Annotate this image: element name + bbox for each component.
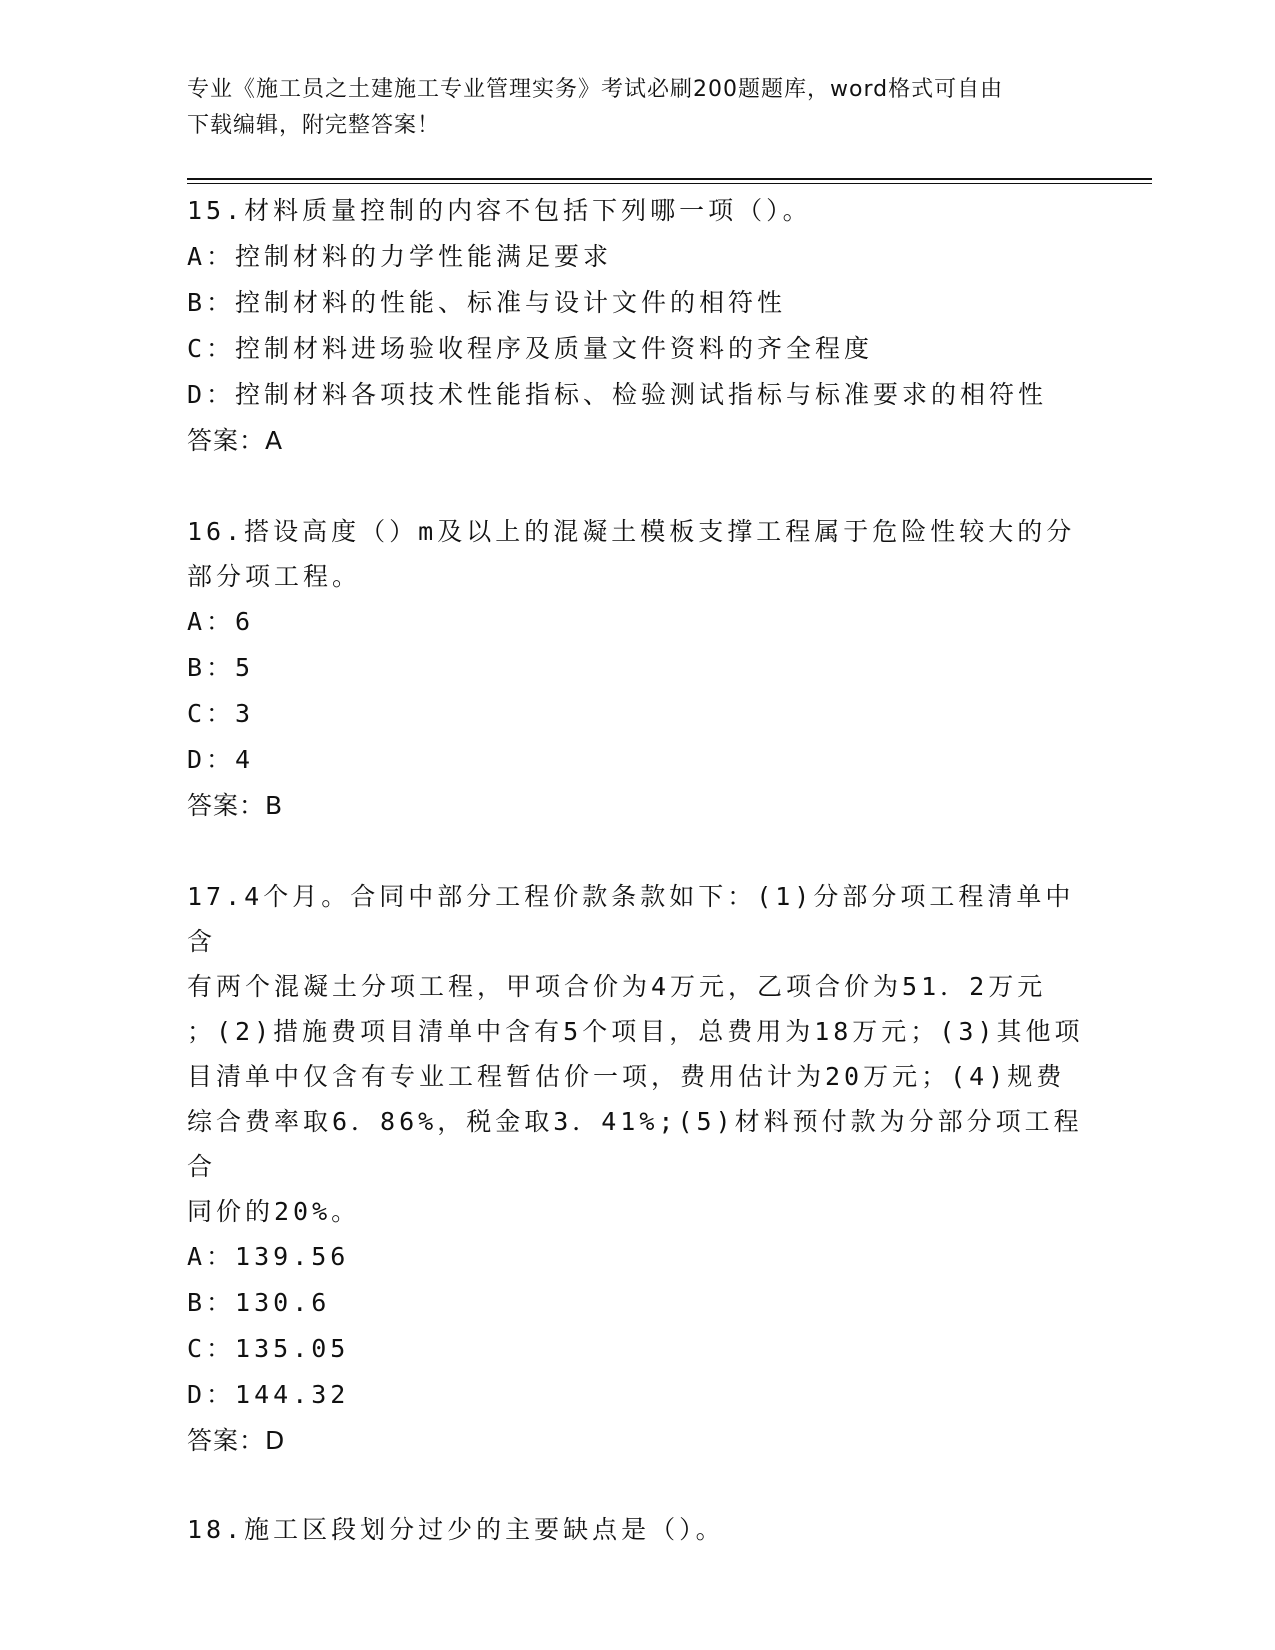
spacer xyxy=(187,829,1087,874)
question-stem: 17.4个月。合同中部分工程价款条款如下：(1)分部分项工程清单中含 xyxy=(187,882,1075,956)
question-stem: 18.施工区段划分过少的主要缺点是（）。 xyxy=(187,1515,725,1544)
question-stem: 有两个混凝土分项工程，甲项合价为4万元，乙项合价为51．2万元 xyxy=(187,972,1047,1001)
option-c: C：控制材料进场验收程序及质量文件资料的齐全程度 xyxy=(187,334,874,363)
question-stem: 综合费率取6．86%，税金取3．41%;(5)材料预付款为分部分项工程合 xyxy=(187,1107,1083,1181)
answer-line: 答案：B xyxy=(187,791,284,820)
question-stem: 同价的20%。 xyxy=(187,1197,361,1226)
spacer xyxy=(187,464,1087,509)
option-d: D：4 xyxy=(187,745,255,774)
header-rule-thick xyxy=(187,178,1152,180)
option-d: D：控制材料各项技术性能指标、检验测试指标与标准要求的相符性 xyxy=(187,380,1048,409)
option-b: B：130.6 xyxy=(187,1288,331,1317)
option-b: B：5 xyxy=(187,653,255,682)
header-line-2: 下载编辑，附完整答案！ xyxy=(187,113,441,138)
question-15 xyxy=(187,188,1087,464)
option-a: A：控制材料的力学性能满足要求 xyxy=(187,242,613,271)
question-16 xyxy=(187,509,1087,829)
question-stem: 15.材料质量控制的内容不包括下列哪一项（）。 xyxy=(187,196,812,225)
question-stem: ；(2)措施费项目清单中含有5个项目，总费用为18万元；(3)其他项 xyxy=(187,1017,1084,1046)
question-stem: 目清单中仅含有专业工程暂估价一项，费用估计为20万元；(4)规费 xyxy=(187,1062,1066,1091)
question-18 xyxy=(187,1507,1087,1553)
question-list xyxy=(187,188,1087,1553)
answer-line: 答案：A xyxy=(187,426,284,455)
option-c: C：3 xyxy=(187,699,255,728)
option-c: C：135.05 xyxy=(187,1334,350,1363)
document-header xyxy=(187,72,1067,144)
option-d: D：144.32 xyxy=(187,1380,350,1409)
option-a: A：139.56 xyxy=(187,1242,350,1271)
header-line-1: 专业《施工员之土建施工专业管理实务》考试必刷200题题库，word格式可自由 xyxy=(187,77,1004,102)
option-a: A：6 xyxy=(187,607,255,636)
spacer xyxy=(187,1464,1087,1507)
answer-line: 答案：D xyxy=(187,1426,286,1455)
option-b: B：控制材料的性能、标准与设计文件的相符性 xyxy=(187,288,787,317)
question-17 xyxy=(187,874,1087,1464)
question-stem: 16.搭设高度（）m及以上的混凝土模板支撑工程属于危险性较大的分 xyxy=(187,517,1076,546)
question-stem: 部分项工程。 xyxy=(187,562,362,591)
header-rule-thin xyxy=(187,183,1152,184)
